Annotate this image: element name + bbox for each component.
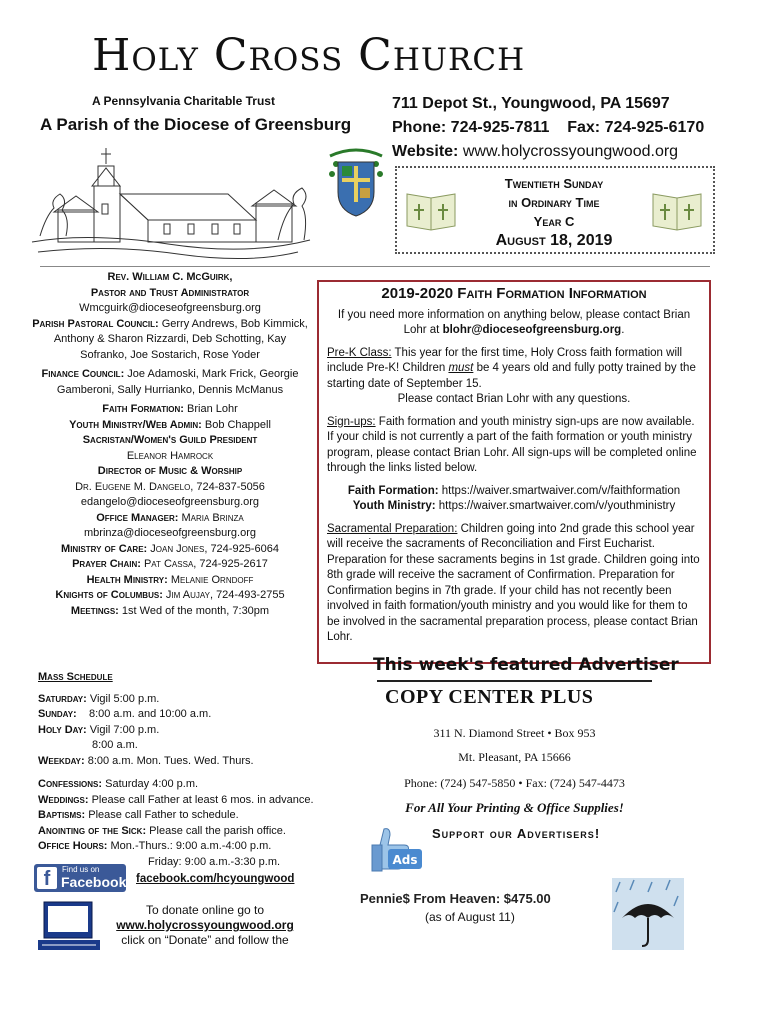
baptisms-text: Please call Father to schedule. xyxy=(88,809,239,821)
prek-text-2: be 4 years old and fully potty trained by the starting date of September 15. xyxy=(327,362,696,390)
signup-paragraph xyxy=(327,415,701,477)
ppc-members: Gerry Andrews, Bob Kimmick, Anthony & Sharon Rizzardi, Deb Schotting, Kay Sofranko, Joe Sostarich, Rose Yoder xyxy=(53,317,308,361)
sunday-title xyxy=(459,174,649,250)
parish-council xyxy=(30,317,310,364)
youth-ministry-contact xyxy=(30,418,310,434)
sunday-line-2: in Ordinary Time xyxy=(508,195,600,210)
charitable-trust-line: A Pennsylvania Charitable Trust xyxy=(92,94,275,108)
fax-number: 724-925-6170 xyxy=(604,119,705,136)
ads-label: Ads xyxy=(392,853,418,867)
phone-label: Phone: xyxy=(392,119,447,136)
fb-big-text: Facebook xyxy=(61,874,127,890)
confessions-label: Confessions: xyxy=(38,778,103,790)
baptisms-row xyxy=(38,808,318,824)
finance-council xyxy=(30,367,310,398)
ff-intro xyxy=(327,308,701,339)
advertiser-name: COPY CENTER PLUS xyxy=(385,686,594,708)
advertiser-phone: Phone: (724) 547-5850 • Fax: (724) 547-4473 xyxy=(404,776,625,790)
address: 711 Depot St., Youngwood, PA 15697 xyxy=(392,95,670,112)
donate-link[interactable]: www.holycrossyoungwood.org xyxy=(116,918,294,932)
prek-paragraph xyxy=(327,346,701,393)
care-label: Ministry of Care: xyxy=(61,542,148,555)
donate-line-1: To donate online go to xyxy=(145,903,265,917)
ff-link-label: Faith Formation: xyxy=(347,484,439,497)
sacristan-label: Sacristan/Women's Guild President xyxy=(82,434,258,446)
sacramental-paragraph xyxy=(327,522,701,646)
pastor-email[interactable]: Wmcguirk@dioceseofgreensburg.org xyxy=(79,302,261,314)
ff-link[interactable]: https://waiver.smartwaiver.com/v/faithformation xyxy=(441,484,681,497)
website-label: Website: xyxy=(392,143,459,160)
header-divider xyxy=(40,266,710,267)
facebook-badge[interactable] xyxy=(34,864,126,892)
phone-fax-line xyxy=(392,116,704,140)
kofc-name: Jim Aujay, 724-493-2755 xyxy=(165,589,285,601)
sunday-date: August 18, 2019 xyxy=(495,232,613,249)
staff-directory xyxy=(30,270,310,619)
knights-of-columbus xyxy=(30,588,310,604)
liturgical-date-box xyxy=(395,166,715,254)
weekday-row xyxy=(38,754,318,770)
donate-line-2: click on “Donate” and follow the xyxy=(121,933,289,947)
prayer-label: Prayer Chain: xyxy=(72,558,141,570)
kofc-meetings xyxy=(30,604,310,620)
sac-label: Sacramental Preparation: xyxy=(327,522,458,535)
meetings-text: 1st Wed of the month, 7:30pm xyxy=(121,604,270,617)
prayer-chain xyxy=(30,557,310,573)
office-name: Maria Brinza xyxy=(181,511,244,524)
faith-formation-contact xyxy=(30,402,310,418)
confessions-row xyxy=(38,777,318,793)
health-ministry xyxy=(30,573,310,589)
prek-contact: Please contact Brian Lohr with any questions. xyxy=(397,393,631,405)
sacristan-name: Eleanor Hamrock xyxy=(126,449,214,462)
sunday-line-1: Twentieth Sunday xyxy=(504,176,604,191)
pastor-title: Pastor and Trust Administrator xyxy=(90,286,250,299)
ff-intro-email[interactable]: blohr@dioceseofgreensburg.org xyxy=(442,324,622,336)
ff-label: Faith Formation: xyxy=(102,403,184,415)
open-bible-icon xyxy=(405,186,457,232)
anointing-row xyxy=(38,824,318,840)
meetings-label: Meetings: xyxy=(70,604,119,617)
support-advertisers: Support our Advertisers! xyxy=(432,826,601,841)
office-label: Office Manager: xyxy=(96,511,179,524)
office-hours-label: Office Hours: xyxy=(38,840,108,852)
church-sketch-image xyxy=(28,140,313,265)
sunday-line-3: Year C xyxy=(533,214,575,229)
office-hours-row xyxy=(38,839,318,855)
signup-text: Faith formation and youth ministry sign-ups are now available. If your child is not currently a part of the faith formation or youth ministry program, please contact Brian Lohr. All sign-ups will be completed online through the links listed below. xyxy=(327,415,697,474)
sac-text: Children going into 2nd grade this school year will receive the sacraments of Reconciliation and First Eucharist. Preparation for these sacraments begins in 1st grade. Children going into 8th grade will receive the sacrament of Confirmation. Preparation for Confirmation begins in 7th grade. If your child has not recently been involved in faith formation/youth ministry and you would like for them to be involved in the sacramental preparation process, please contact Brian Lohr. xyxy=(327,522,700,643)
anointing-text: Please call the parish office. xyxy=(149,824,286,837)
holy-day-label: Holy Day: xyxy=(38,723,87,736)
fax-label: Fax: xyxy=(567,119,601,136)
office-hours-1: Mon.-Thurs.: 9:00 a.m.-4:00 p.m. xyxy=(110,840,272,852)
pastor-name: Rev. William C. McGuirk, xyxy=(107,271,233,283)
website-link[interactable]: www.holycrossyoungwood.org xyxy=(462,143,679,160)
umbrella-rain-icon xyxy=(612,878,684,950)
pennies-as-of: (as of August 11) xyxy=(425,910,515,924)
computer-icon xyxy=(38,900,104,952)
youth-label: Youth Ministry/Web Admin: xyxy=(69,418,202,431)
signup-label: Sign-ups: xyxy=(327,415,376,428)
thumbs-up-ads-icon xyxy=(370,825,426,873)
holy-day-row xyxy=(38,723,318,739)
music-label: Director of Music & Worship xyxy=(97,465,243,477)
youth-name: Bob Chappell xyxy=(204,418,271,431)
fb-small-text: Find us on xyxy=(62,865,100,874)
ym-link-label: Youth Ministry: xyxy=(352,500,436,512)
ppc-label: Parish Pastoral Council: xyxy=(32,317,159,330)
diocese-seal-icon xyxy=(322,148,390,218)
ym-link[interactable]: https://waiver.smartwaiver.com/v/youthministry xyxy=(438,500,676,512)
phone-number: 724-925-7811 xyxy=(450,119,550,136)
church-title: Holy Cross Church xyxy=(92,30,526,81)
office-manager xyxy=(30,511,310,527)
prayer-name: Pat Cassa, 724-925-2617 xyxy=(143,558,268,570)
advertiser-ad[interactable] xyxy=(377,680,652,820)
advertiser-street: 311 N. Diamond Street • Box 953 xyxy=(433,726,596,740)
ff-intro-text: If you need more information on anything below, please contact Brian Lohr at xyxy=(337,308,691,336)
saturday-row xyxy=(38,692,318,708)
health-name: Melanie Orndoff xyxy=(170,573,254,586)
ff-name: Brian Lohr xyxy=(187,403,238,415)
kofc-label: Knights of Columbus: xyxy=(55,589,163,601)
care-name: Joan Jones, 724-925-6064 xyxy=(150,542,279,555)
weddings-text: Please call Father at least 6 mos. in advance. xyxy=(91,793,314,806)
prek-label: Pre-K Class: xyxy=(327,346,392,359)
weddings-label: Weddings: xyxy=(38,793,89,806)
holy-day-time-2: 8:00 a.m. xyxy=(92,739,138,751)
baptisms-label: Baptisms: xyxy=(38,809,86,821)
ministry-of-care xyxy=(30,542,310,558)
donate-block xyxy=(110,903,300,948)
faith-formation-box xyxy=(317,280,711,664)
music-name: Dr. Eugene M. Dangelo, 724-837-5056 xyxy=(75,480,265,493)
open-bible-icon xyxy=(651,186,703,232)
advertiser-tagline: For All Your Printing & Office Supplies! xyxy=(405,800,624,815)
anointing-label: Anointing of the Sick: xyxy=(38,824,147,837)
health-label: Health Ministry: xyxy=(86,573,168,586)
office-email[interactable]: mbrinza@dioceseofgreensburg.org xyxy=(84,527,256,539)
prek-must: must xyxy=(448,362,474,374)
ff-intro-end: . xyxy=(621,324,625,336)
finance-members: Joe Adamoski, Mark Frick, Georgie Gamberoni, Sally Hurrianko, Dennis McManus xyxy=(56,368,299,396)
holy-day-time-1: Vigil 7:00 p.m. xyxy=(89,723,160,736)
ff-link-line xyxy=(327,484,701,500)
pennies-from-heaven-total: Pennie$ From Heaven: $475.00 xyxy=(360,891,551,906)
prek-text-1: This year for the first time, Holy Cross faith formation will include Pre-K! Children xyxy=(327,346,683,374)
weekday-time: 8:00 a.m. Mon. Tues. Wed. Thurs. xyxy=(87,754,254,767)
contact-block xyxy=(392,92,704,164)
saturday-label: Saturday: xyxy=(38,692,87,705)
sunday-time: 8:00 a.m. and 10:00 a.m. xyxy=(88,708,212,720)
finance-label: Finance Council: xyxy=(41,368,125,380)
music-email[interactable]: edangelo@dioceseofgreensburg.org xyxy=(80,496,260,508)
weddings-row xyxy=(38,793,318,809)
mass-schedule xyxy=(38,670,318,870)
sunday-row xyxy=(38,707,318,723)
facebook-link[interactable]: facebook.com/hcyoungwood xyxy=(136,873,295,885)
mass-heading: Mass Schedule xyxy=(38,671,113,683)
office-hours-2: Friday: 9:00 a.m.-3:30 p.m. xyxy=(148,855,281,868)
saturday-time: Vigil 5:00 p.m. xyxy=(89,692,160,705)
weekday-label: Weekday: xyxy=(38,754,85,767)
faith-formation-heading: 2019-2020 Faith Formation Information xyxy=(381,285,647,302)
sunday-label: Sunday: xyxy=(38,708,77,720)
website-line xyxy=(392,140,704,164)
confessions-time: Saturday 4:00 p.m. xyxy=(105,778,199,790)
ym-link-line xyxy=(327,499,701,515)
advertiser-heading: This week's featured Advertiser xyxy=(373,655,679,675)
facebook-f-icon: f xyxy=(37,867,57,889)
diocese-line: A Parish of the Diocese of Greensburg xyxy=(40,115,352,134)
advertiser-city: Mt. Pleasant, PA 15666 xyxy=(458,750,571,764)
